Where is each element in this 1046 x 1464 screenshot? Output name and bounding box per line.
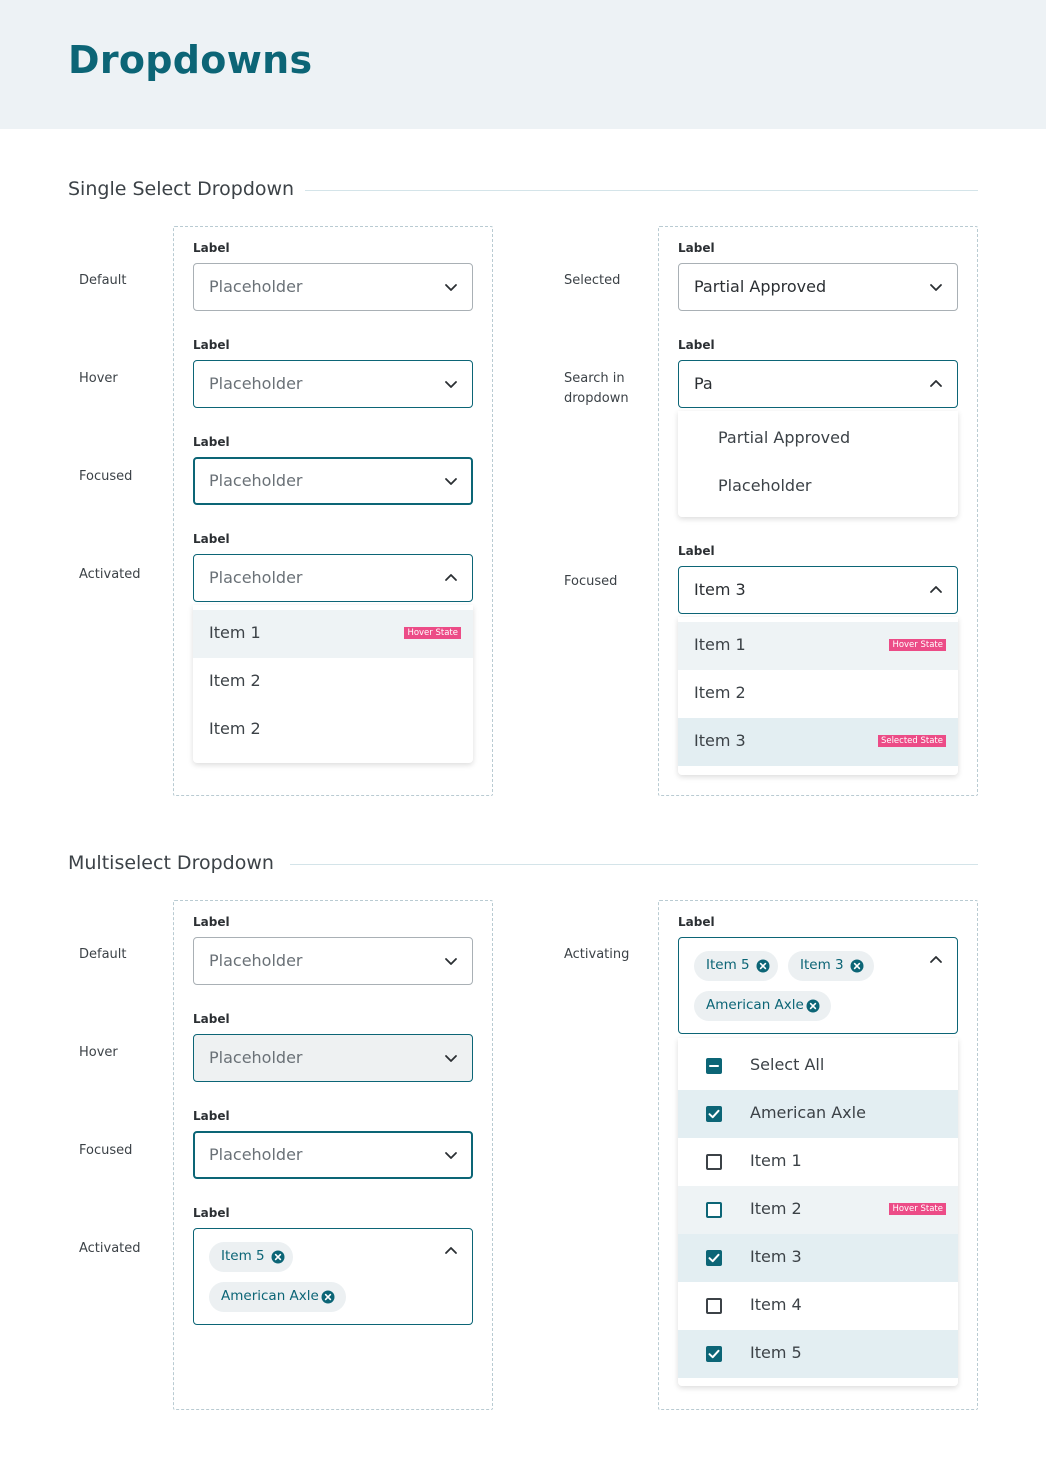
state-label-default: Default: [79, 947, 127, 962]
chip-label: Item 5: [221, 1248, 265, 1264]
chip-label: Item 5: [706, 957, 750, 973]
dropdown-menu: [193, 605, 473, 763]
dropdown-value: Partial Approved: [694, 277, 827, 296]
multiselect-default[interactable]: [193, 937, 473, 985]
option-label: Partial Approved: [718, 428, 851, 447]
chip-label: American Axle: [221, 1288, 319, 1304]
check-icon: [706, 1250, 722, 1266]
section-title-single-select: Single Select Dropdown: [68, 178, 295, 200]
dropdown-hover[interactable]: [193, 360, 473, 408]
dropdown-activated[interactable]: [193, 554, 473, 602]
dropdown-selected[interactable]: [678, 263, 958, 311]
option-label: Item 1: [694, 635, 746, 654]
field-label: Label: [193, 241, 230, 255]
field-label: Label: [678, 544, 715, 558]
section-divider: [290, 864, 978, 865]
multiselect-option[interactable]: [678, 1138, 958, 1186]
state-label-search: Search in dropdown: [564, 371, 629, 406]
option-label: Item 1: [209, 623, 261, 642]
option-label: American Axle: [750, 1103, 866, 1122]
checkbox-unchecked[interactable]: [706, 1202, 722, 1218]
dropdown-focused-open[interactable]: [678, 566, 958, 614]
state-label-activated: Activated: [79, 1241, 141, 1256]
option-label: Item 2: [209, 719, 261, 738]
menu-option[interactable]: [193, 610, 473, 658]
option-label: Item 1: [750, 1151, 802, 1170]
multiselect-menu: [678, 1038, 958, 1386]
option-label: Placeholder: [718, 476, 812, 495]
option-label: Select All: [750, 1055, 825, 1074]
state-label-hover: Hover: [79, 1045, 118, 1060]
field-label: Label: [193, 338, 230, 352]
chevron-down-icon: [444, 1052, 458, 1064]
state-label-focused: Focused: [79, 1143, 133, 1158]
selected-chip[interactable]: [694, 951, 778, 981]
field-label: Label: [193, 1012, 230, 1026]
checkbox-checked[interactable]: [706, 1106, 722, 1122]
dropdown-menu: [678, 617, 958, 775]
state-label-default: Default: [79, 273, 127, 288]
menu-option[interactable]: [678, 463, 958, 511]
option-label: Item 2: [750, 1199, 802, 1218]
menu-option[interactable]: [193, 706, 473, 754]
search-results-menu: [678, 411, 958, 517]
multiselect-hover[interactable]: [193, 1034, 473, 1082]
state-label-activated: Activated: [79, 567, 141, 582]
state-label-focused: Focused: [564, 574, 618, 589]
menu-option[interactable]: [678, 415, 958, 463]
checkbox-checked[interactable]: [706, 1250, 722, 1266]
dropdown-placeholder: Placeholder: [209, 1048, 303, 1067]
check-icon: [706, 1106, 722, 1122]
chevron-up-icon: [929, 584, 943, 596]
field-label: Label: [193, 532, 230, 546]
checkbox-unchecked[interactable]: [706, 1154, 722, 1170]
page-title: Dropdowns: [68, 38, 313, 82]
checkbox-checked[interactable]: [706, 1346, 722, 1362]
field-label: Label: [678, 241, 715, 255]
dropdown-placeholder: Placeholder: [209, 277, 303, 296]
option-label: Item 3: [750, 1247, 802, 1266]
state-label-selected: Selected: [564, 273, 621, 288]
menu-option[interactable]: [678, 622, 958, 670]
chevron-up-icon: [929, 954, 943, 966]
close-circle-icon[interactable]: [806, 999, 820, 1013]
menu-option[interactable]: [193, 658, 473, 706]
selected-chip[interactable]: [209, 1242, 293, 1272]
multiselect-option[interactable]: [678, 1330, 958, 1378]
checkbox-unchecked[interactable]: [706, 1298, 722, 1314]
check-icon: [706, 1346, 722, 1362]
state-label-focused: Focused: [79, 469, 133, 484]
minus-icon: [706, 1058, 722, 1074]
dropdown-placeholder: Placeholder: [209, 471, 303, 490]
multiselect-option[interactable]: [678, 1186, 958, 1234]
chevron-down-icon: [444, 475, 458, 487]
section-divider: [305, 190, 978, 191]
option-label: Item 5: [750, 1343, 802, 1362]
field-label: Label: [678, 338, 715, 352]
chevron-down-icon: [444, 955, 458, 967]
selected-state-tag: Selected State: [878, 735, 946, 747]
dropdown-value: Item 3: [694, 580, 746, 599]
selected-chip[interactable]: [788, 951, 874, 981]
field-label: Label: [678, 915, 715, 929]
selected-chip[interactable]: [694, 991, 831, 1021]
chevron-up-icon: [444, 1245, 458, 1257]
multiselect-option[interactable]: [678, 1234, 958, 1282]
field-label: Label: [193, 1206, 230, 1220]
close-circle-icon[interactable]: [850, 959, 864, 973]
close-circle-icon[interactable]: [756, 959, 770, 973]
chip-label: Item 3: [800, 957, 844, 973]
hover-state-tag: Hover State: [404, 627, 461, 639]
field-label: Label: [193, 1109, 230, 1123]
dropdown-placeholder: Placeholder: [209, 374, 303, 393]
select-all-option[interactable]: [678, 1042, 958, 1090]
multiselect-activated[interactable]: [193, 1228, 473, 1325]
dropdown-search-input[interactable]: [678, 360, 958, 408]
section-title-multiselect: Multiselect Dropdown: [68, 852, 274, 874]
chevron-down-icon: [444, 1149, 458, 1161]
chevron-up-icon: [929, 378, 943, 390]
state-label-activating: Activating: [564, 947, 630, 962]
dropdown-default[interactable]: [193, 263, 473, 311]
option-label: Item 3: [694, 731, 746, 750]
close-circle-icon[interactable]: [321, 1290, 335, 1304]
field-label: Label: [193, 915, 230, 929]
menu-option-selected[interactable]: [678, 718, 958, 766]
multiselect-option[interactable]: [678, 1282, 958, 1330]
chevron-down-icon: [929, 281, 943, 293]
chevron-down-icon: [444, 378, 458, 390]
search-query: Pa: [694, 374, 713, 393]
multiselect-activating[interactable]: [678, 937, 958, 1034]
field-label: Label: [193, 435, 230, 449]
multiselect-focused[interactable]: [193, 1131, 473, 1179]
state-label-hover: Hover: [79, 371, 118, 386]
menu-option[interactable]: [678, 670, 958, 718]
chip-label: American Axle: [706, 997, 804, 1013]
hover-state-tag: Hover State: [889, 639, 946, 651]
dropdown-focused[interactable]: [193, 457, 473, 505]
option-label: Item 2: [694, 683, 746, 702]
close-circle-icon[interactable]: [271, 1250, 285, 1264]
dropdown-placeholder: Placeholder: [209, 568, 303, 587]
hover-state-tag: Hover State: [889, 1203, 946, 1215]
dropdown-placeholder: Placeholder: [209, 1145, 303, 1164]
checkbox-partial[interactable]: [706, 1058, 722, 1074]
option-label: Item 2: [209, 671, 261, 690]
selected-chip[interactable]: [209, 1282, 346, 1312]
multiselect-option[interactable]: [678, 1090, 958, 1138]
chevron-up-icon: [444, 572, 458, 584]
option-label: Item 4: [750, 1295, 802, 1314]
chevron-down-icon: [444, 281, 458, 293]
dropdown-placeholder: Placeholder: [209, 951, 303, 970]
